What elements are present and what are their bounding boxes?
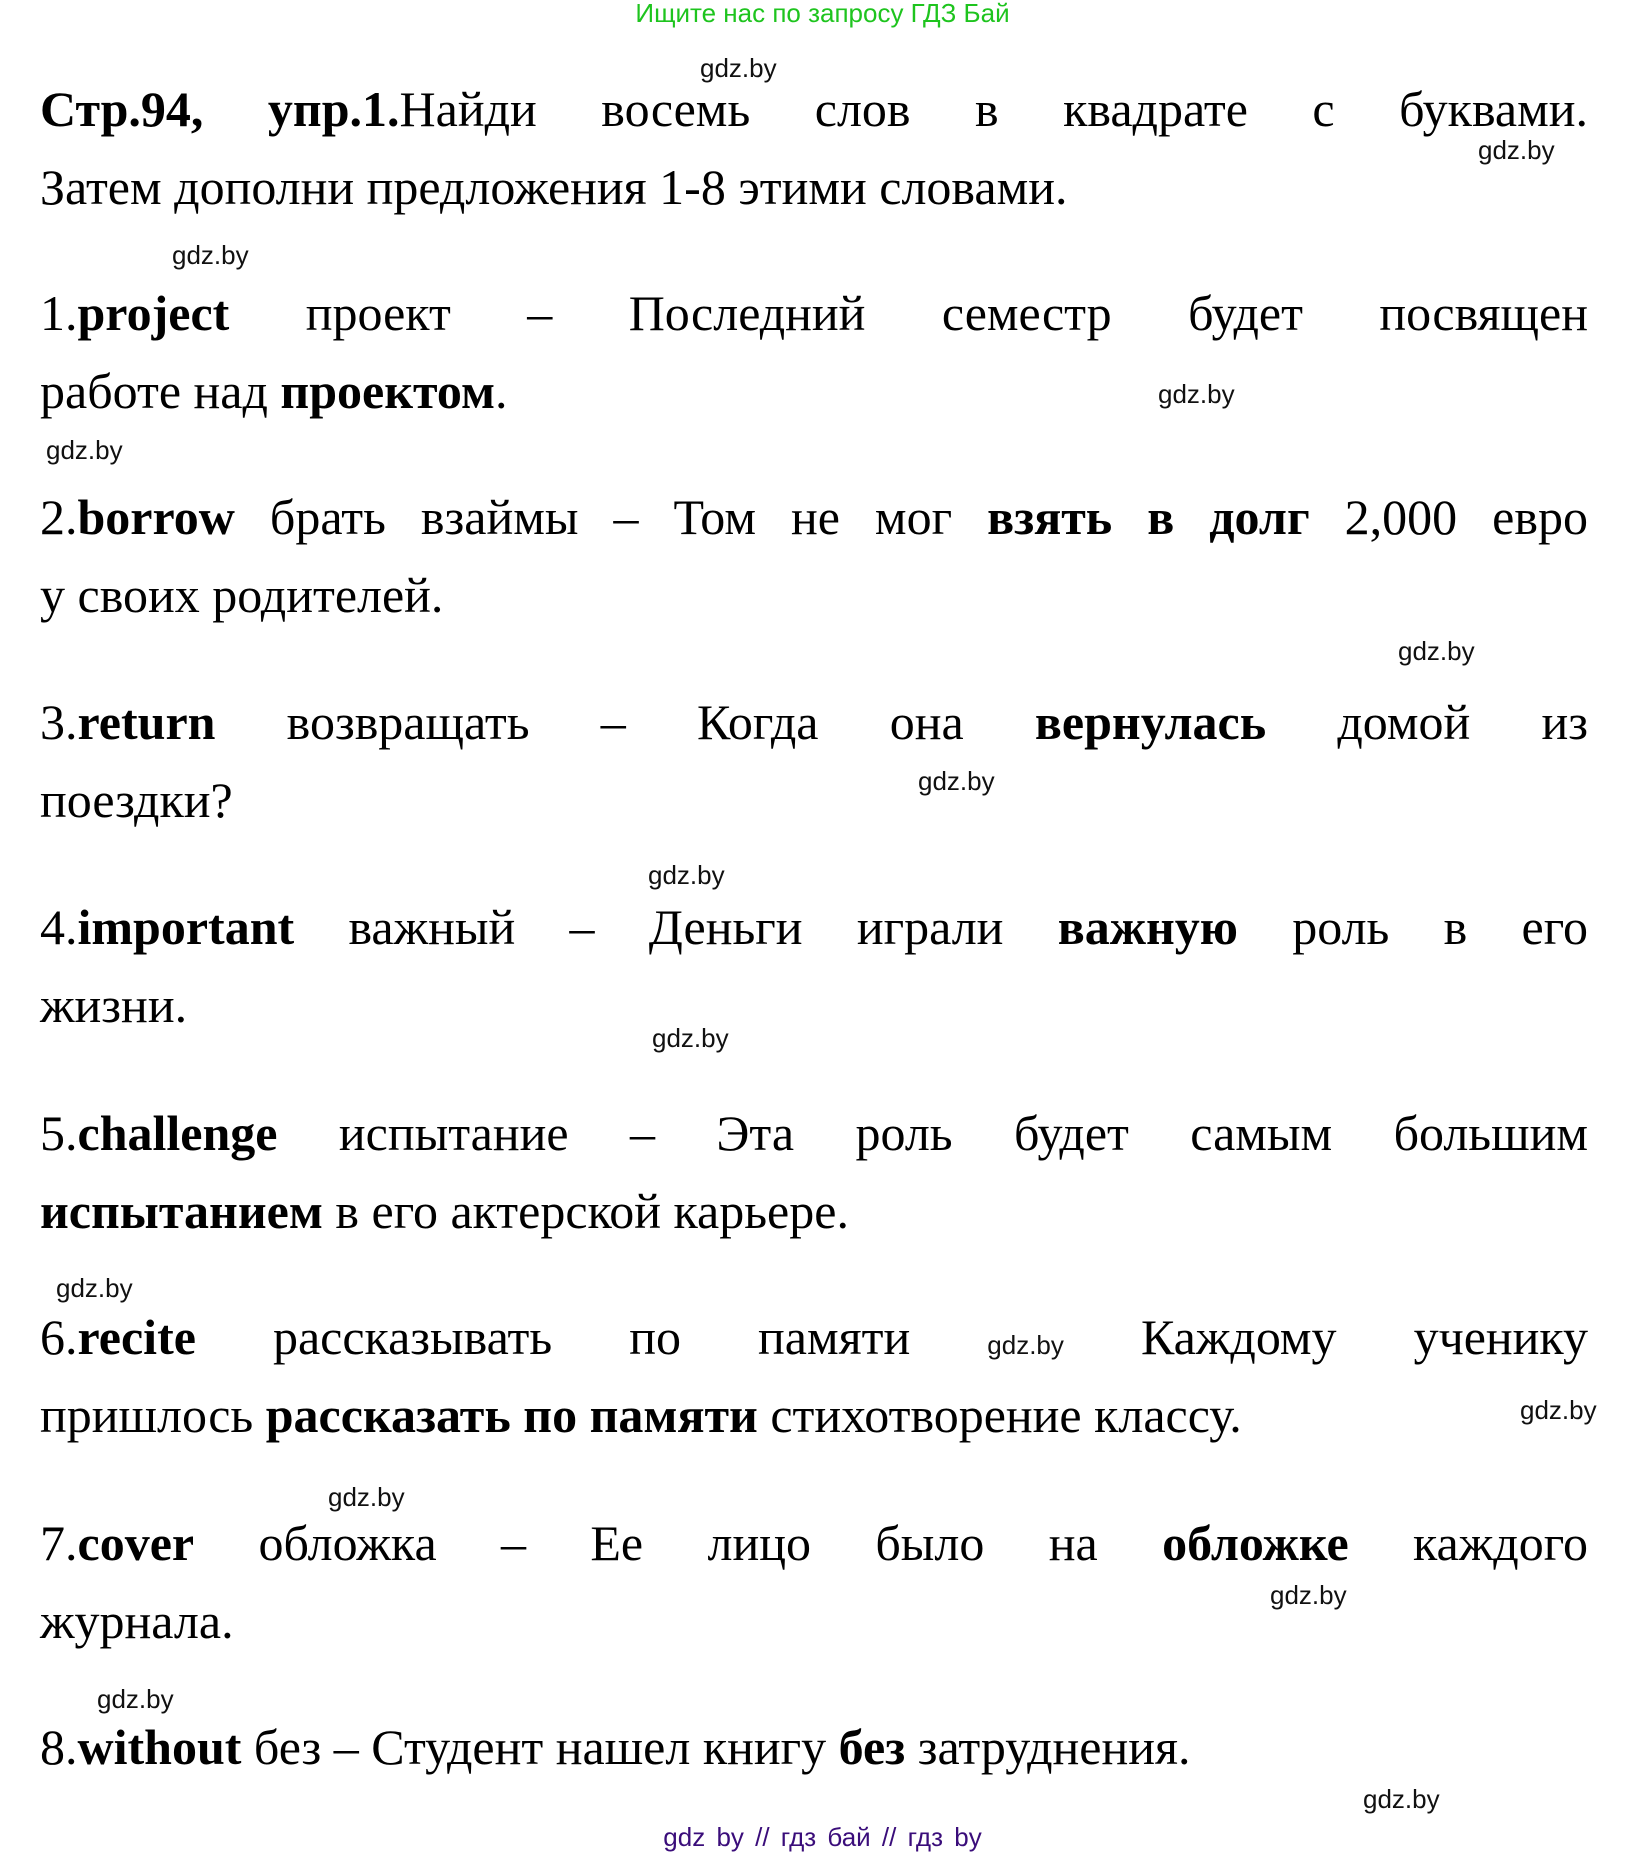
watermark: gdz.by bbox=[172, 240, 249, 270]
vocab-word: borrow bbox=[77, 489, 235, 545]
watermark: gdz.by bbox=[46, 435, 123, 465]
vocab-word: return bbox=[77, 694, 216, 750]
item-4-line-2: жизни. bbox=[40, 977, 188, 1033]
vocab-word: cover bbox=[77, 1515, 195, 1571]
exercise-title bbox=[40, 81, 1588, 137]
watermark: gdz.by bbox=[1363, 1784, 1440, 1814]
watermark: gdz.by bbox=[1158, 379, 1235, 409]
watermark: gdz.by bbox=[652, 1023, 729, 1053]
item-7-line-2: журнала. bbox=[40, 1593, 234, 1649]
watermark: gdz.by bbox=[328, 1482, 405, 1512]
instruction-line-2: Затем дополни предложения 1-8 этими словами. bbox=[40, 159, 1068, 215]
item-3: 3.return возвращать – Когда она вернулась домой из bbox=[40, 694, 1588, 750]
vocab-word: project bbox=[77, 285, 230, 341]
watermark: gdz.by bbox=[1398, 636, 1475, 666]
page-exercise-ref: Стр.94, упр.1. bbox=[40, 81, 400, 137]
footer-links[interactable]: gdz by // гдз бай // гдз by bbox=[663, 1822, 982, 1852]
watermark: gdz.by bbox=[918, 766, 995, 796]
item-4: 4.important важный – Деньги играли важную роль в его bbox=[40, 899, 1588, 955]
item-5-line-2: испытанием в его актерской карьере. bbox=[40, 1183, 849, 1239]
watermark: gdz.by bbox=[1270, 1580, 1347, 1610]
watermark: gdz.by bbox=[648, 860, 725, 890]
item-1: 1.project проект – Последний семестр будет посвящен bbox=[40, 285, 1588, 341]
watermark: gdz.by bbox=[1520, 1395, 1597, 1425]
item-2: 2.borrow брать взаймы – Том не мог взять в долг 2,000 евро bbox=[40, 489, 1588, 545]
watermark: gdz.by bbox=[987, 1330, 1064, 1360]
watermark: gdz.by bbox=[97, 1684, 174, 1714]
item-3-line-2: поездки? bbox=[40, 772, 233, 828]
vocab-word: without bbox=[77, 1719, 242, 1775]
item-6-line-2: пришлось рассказать по памяти стихотворение классу. bbox=[40, 1387, 1242, 1443]
vocab-word: challenge bbox=[77, 1105, 278, 1161]
search-banner[interactable]: Ищите нас по запросу ГДЗ Бай bbox=[635, 0, 1010, 28]
item-5: 5.challenge испытание – Эта роль будет самым большим bbox=[40, 1105, 1588, 1161]
item-2-line-2: у своих родителей. bbox=[40, 567, 444, 623]
vocab-word: important bbox=[77, 899, 295, 955]
item-8: 8.without без – Студент нашел книгу без затруднения. bbox=[40, 1719, 1191, 1775]
item-7: 7.cover обложка – Ее лицо было на обложке каждого bbox=[40, 1515, 1588, 1571]
watermark: gdz.by bbox=[56, 1273, 133, 1303]
watermark: gdz.by bbox=[700, 53, 777, 83]
vocab-word: recite bbox=[77, 1309, 196, 1365]
instruction-text: Найди восемь слов в квадрате с буквами. bbox=[399, 81, 1588, 137]
watermark: gdz.by bbox=[1478, 135, 1555, 165]
item-6: 6.recite рассказывать по памяти gdz.by Каждому ученику bbox=[40, 1309, 1589, 1365]
item-1-line-2: работе над проектом. bbox=[40, 363, 508, 419]
